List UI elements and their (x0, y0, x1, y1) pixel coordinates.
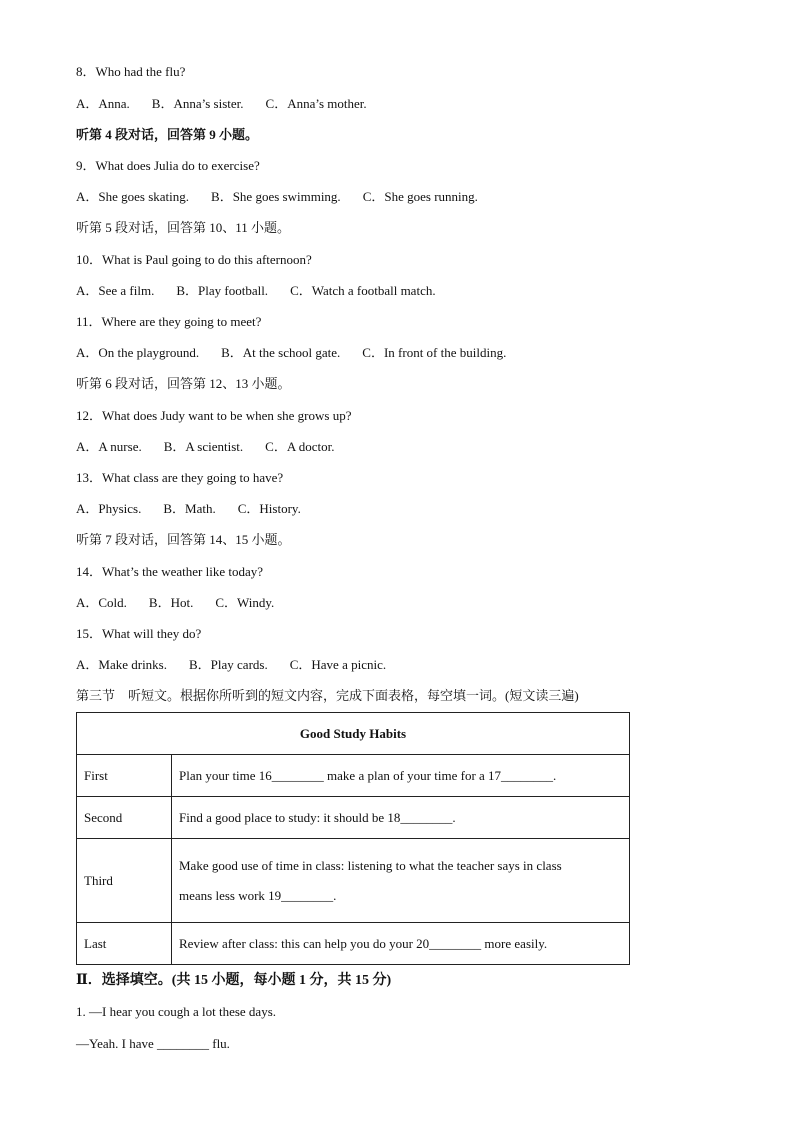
q14-question: 14．What’s the weather like today? (76, 564, 263, 579)
table-row (77, 755, 630, 797)
dialog-4-heading: 听第 4 段对话，回答第 9 小题。 (76, 127, 259, 142)
q11-options (76, 345, 506, 361)
study-habits-table (76, 712, 630, 965)
q13-option-c: C．History. (237, 501, 301, 516)
row-content-second: Find a good place to study: it should be 18________. (172, 797, 630, 839)
q8-question: 8．Who had the flu? (76, 64, 186, 79)
row-content-third (172, 839, 630, 923)
row-content-third-line2: means less work 19________. (179, 887, 337, 903)
q15-option-a: A．Make drinks. (76, 657, 167, 672)
q9-option-a: A．She goes skating. (76, 189, 190, 204)
q13-option-a: A．Physics. (76, 501, 142, 516)
q13-option-b: B．Math. (163, 501, 216, 516)
dialog-7-heading: 听第 7 段对话，回答第 14、15 小题。 (76, 532, 291, 547)
q10-option-b: B．Play football. (176, 283, 269, 298)
q11-option-a: A．On the playground. (76, 345, 200, 360)
section-3-instruction: 第三节 听短文。根据你所听到的短文内容，完成下面表格，每空填一词。(短文读三遍) (76, 688, 579, 703)
q12-options (76, 439, 335, 455)
table-row (77, 839, 630, 923)
q15-option-c: C．Have a picnic. (289, 657, 387, 672)
table-title: Good Study Habits (77, 713, 630, 755)
q14-option-b: B．Hot. (148, 595, 194, 610)
part2-q1-line1: 1. —I hear you cough a lot these days. (76, 1004, 277, 1019)
part-2-heading: Ⅱ．选择填空。(共 15 小题，每小题 1 分，共 15 分) (76, 973, 392, 988)
row-content-third-line1: Make good use of time in class: listening to what the teacher says in class (179, 857, 562, 873)
q8-options (76, 96, 367, 112)
q15-question: 15．What will they do? (76, 626, 202, 641)
q9-question: 9．What does Julia do to exercise? (76, 158, 260, 173)
q14-option-a: A．Cold. (76, 595, 127, 610)
q13-options (76, 501, 301, 517)
q15-option-b: B．Play cards. (189, 657, 268, 672)
dialog-6-heading: 听第 6 段对话，回答第 12、13 小题。 (76, 376, 291, 391)
q12-option-b: B．A scientist. (163, 439, 244, 454)
row-label-second: Second (77, 797, 172, 839)
row-label-first: First (77, 755, 172, 797)
q10-question: 10．What is Paul going to do this afternoon? (76, 252, 312, 267)
part2-q1-line2: —Yeah. I have ________ flu. (76, 1036, 230, 1051)
q12-question: 12．What does Judy want to be when she grows up? (76, 408, 352, 423)
q12-option-c: C．A doctor. (265, 439, 335, 454)
row-content-last: Review after class: this can help you do your 20________ more easily. (172, 923, 630, 965)
dialog-5-heading: 听第 5 段对话，回答第 10、11 小题。 (76, 220, 291, 235)
q8-option-c: C．Anna’s mother. (265, 96, 367, 111)
table-row (77, 923, 630, 965)
q11-question: 11．Where are they going to meet? (76, 314, 262, 329)
q13-question: 13．What class are they going to have? (76, 470, 284, 485)
row-label-third: Third (77, 839, 172, 923)
q10-option-c: C．Watch a football match. (290, 283, 436, 298)
q10-options (76, 283, 436, 299)
q9-option-b: B．She goes swimming. (211, 189, 341, 204)
q10-option-a: A．See a film. (76, 283, 155, 298)
q9-options (76, 189, 478, 205)
q11-option-c: C．In front of the building. (362, 345, 507, 360)
row-content-first: Plan your time 16________ make a plan of your time for a 17________. (172, 755, 630, 797)
q11-option-b: B．At the school gate. (221, 345, 341, 360)
table-row (77, 797, 630, 839)
q14-option-c: C．Windy. (215, 595, 275, 610)
table-header-row (77, 713, 630, 755)
row-label-last: Last (77, 923, 172, 965)
q12-option-a: A．A nurse. (76, 439, 142, 454)
q14-options (76, 595, 274, 611)
q8-option-a: A．Anna. (76, 96, 130, 111)
q15-options (76, 657, 386, 673)
q9-option-c: C．She goes running. (362, 189, 478, 204)
q8-option-b: B．Anna’s sister. (151, 96, 244, 111)
